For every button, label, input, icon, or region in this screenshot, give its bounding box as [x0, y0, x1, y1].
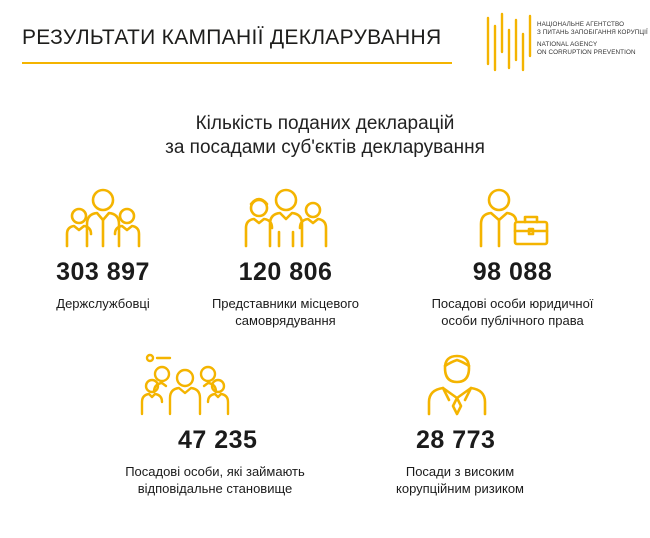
title-underline: [22, 62, 452, 64]
subtitle-line-2: за посадами суб'єктів декларування: [165, 137, 485, 158]
agency-name-en-1: NATIONAL AGENCY: [537, 41, 598, 48]
civil-servants-icon: [63, 186, 143, 248]
stat-label-line-2: корупційним ризиком: [396, 481, 524, 496]
stat-value: 47 235: [178, 426, 258, 454]
official-briefcase-icon: [475, 186, 551, 248]
stat-value: 28 773: [416, 426, 496, 454]
stat-label-line-2: особи публічного права: [441, 313, 584, 328]
high-risk-official-icon: [425, 352, 489, 416]
infographic-subtitle: [0, 112, 650, 160]
stat-label-line-1: Посади з високим: [405, 464, 515, 479]
stat-value: 98 088: [472, 258, 553, 286]
stat-label: [370, 463, 550, 497]
agency-name: [537, 21, 648, 57]
stat-value: 303 897: [56, 258, 150, 286]
agency-name-ua-2: З ПИТАНЬ ЗАПОБІГАННЯ КОРУПЦІЇ: [537, 29, 648, 36]
subtitle-line-1: Кількість поданих декларацій: [195, 113, 455, 134]
stat-label-line-2: відповідальне становище: [137, 481, 293, 496]
stat-label-line-1: Представники місцевого: [211, 296, 360, 311]
agency-name-en-2: ON CORRUPTION PREVENTION: [537, 49, 636, 56]
page-title: РЕЗУЛЬТАТИ КАМПАНІЇ ДЕКЛАРУВАННЯ: [22, 26, 442, 49]
stat-label: [100, 463, 330, 497]
agency-name-ua-1: НАЦІОНАЛЬНЕ АГЕНТСТВО: [537, 21, 625, 28]
stat-label: [198, 295, 373, 329]
responsible-position-icon: [140, 352, 230, 416]
nacp-logo-icon: [480, 12, 540, 72]
stat-local-government: [198, 186, 373, 329]
stat-civil-servants: [18, 186, 188, 312]
stat-label-line-2: самоврядування: [235, 313, 336, 328]
local-government-icon: [243, 186, 329, 248]
stat-legal-entity-officials: [405, 186, 620, 329]
stat-label: [405, 295, 620, 329]
stat-label-line-1: Посадові особи, які займають: [125, 464, 305, 479]
stat-responsible-position: [100, 352, 330, 497]
stat-value: 120 806: [238, 258, 333, 286]
stat-high-corruption-risk: [370, 352, 550, 497]
stat-label-line-1: Держслужбовці: [56, 296, 150, 311]
stat-label: [18, 295, 188, 312]
stat-label-line-1: Посадові особи юридичної: [431, 296, 594, 311]
